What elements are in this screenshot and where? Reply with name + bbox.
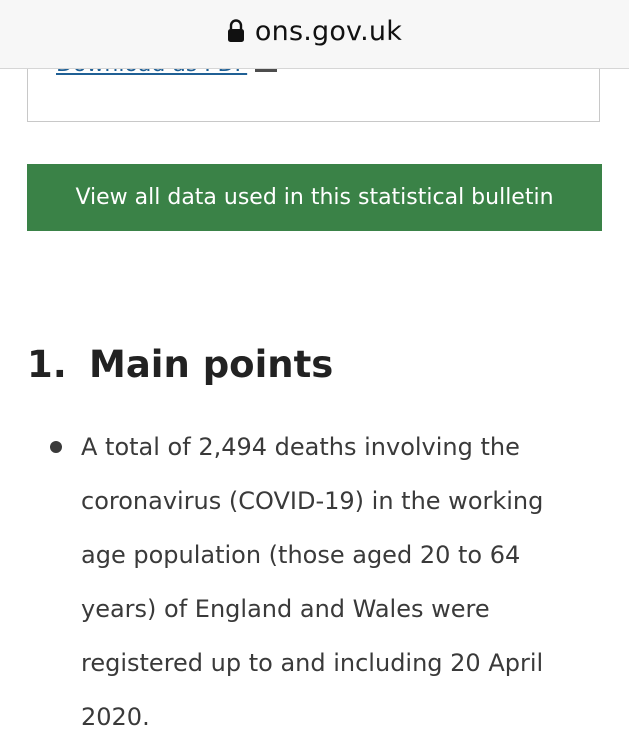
browser-address-bar[interactable] — [0, 0, 629, 69]
view-all-data-label: View all data used in this statistical bulletin — [75, 185, 554, 210]
bullet-icon — [50, 441, 62, 453]
main-point-text: A total of 2,494 deaths involving the coronavirus (COVID-19) in the working age population (those aged 20 to 64 years) of England and Wales were registered up to and including 20 April 2020. — [81, 433, 544, 731]
list-item — [48, 420, 588, 744]
url-text: ons.gov.uk — [254, 15, 403, 47]
main-points-list — [48, 420, 588, 744]
section-title: Main points — [89, 343, 334, 386]
lock-icon — [227, 19, 245, 43]
section-heading — [27, 343, 333, 386]
address-inner — [227, 16, 402, 47]
section-number: 1. — [27, 343, 67, 386]
view-all-data-button[interactable] — [27, 164, 602, 231]
